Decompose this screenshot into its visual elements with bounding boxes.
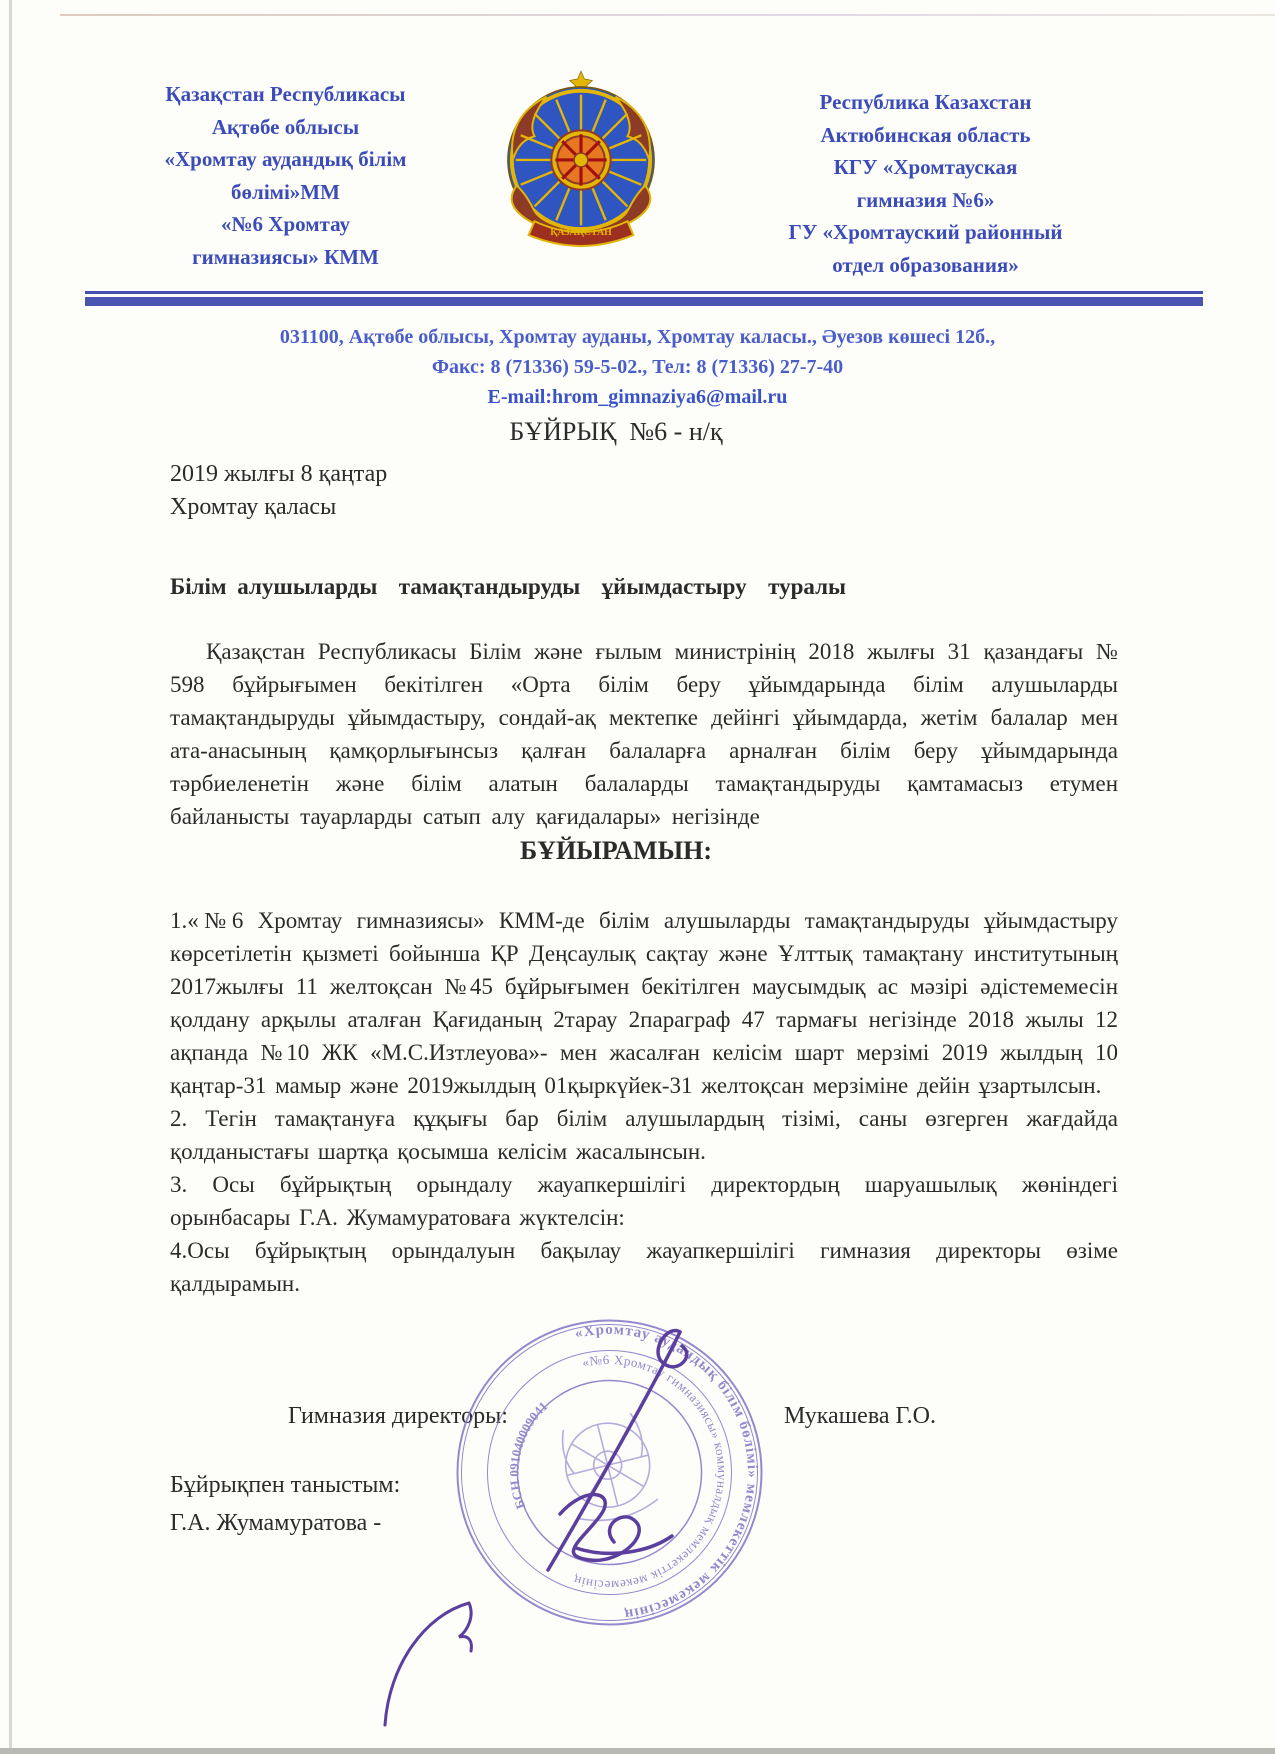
decree-word: БҰЙЫРАМЫН: — [519, 836, 712, 865]
org-kk-line: гимназиясы» КММ — [192, 244, 379, 269]
ack-label: Бұйрықпен таныстым: — [170, 1472, 401, 1498]
acknowledgement-signature-stroke — [365, 1585, 495, 1735]
org-kk-line: «Хромтау аудандық білім — [164, 147, 407, 172]
scan-edge-left — [9, 0, 12, 1754]
scan-edge-bottom — [0, 1748, 1275, 1754]
order-date: 2019 жылғы 8 қаңтар — [170, 461, 388, 487]
org-kk-line: Ақтөбе облысы — [211, 114, 360, 139]
director-signature-stroke — [530, 1318, 710, 1588]
stamp-id-text: БСН 091040009041 — [506, 1398, 551, 1512]
order-title: БҰЙРЫҚ №6 - н/қ — [509, 417, 723, 446]
org-ru-line: гимназия №6» — [856, 187, 995, 212]
org-kk-line: «№6 Хромтау — [220, 212, 351, 237]
org-ru-line: ГУ «Хромтауский районный — [788, 220, 1063, 245]
order-subject: Білім алушыларды тамақтандыруды ұйымдастыру туралы — [170, 574, 846, 599]
org-ru-line: Актюбинская область — [820, 122, 1031, 147]
ack-name: Г.А. Жумамуратова - — [170, 1510, 382, 1536]
order-item-3: 3. Осы бұйрықтың орындалу жауапкершілігі директордың шаруашылық жөніндегі орынбасары Г.А. Жумамуратоваға жүктелсін: — [170, 1172, 1118, 1230]
org-ru-line: отдел образования» — [832, 252, 1019, 277]
director-name: Мукашева Г.О. — [784, 1403, 936, 1429]
order-city: Хромтау қаласы — [170, 494, 337, 520]
fax-phone: Факс: 8 (71336) 59-5-02., Тел: 8 (71336) 27-7-40 — [431, 356, 844, 378]
scan-edge-top — [60, 14, 1275, 16]
org-kk-line: бөлімі»ММ — [231, 179, 340, 204]
order-item-1: 1.«№6 Хромтау гимназиясы» КММ-де білім алушыларды тамақтандыруды ұйымдастыру көрсетілетін қызметі бойынша ҚР Деңсаулық сақтау және Ұлттық тамақтану институтының 2017жылғы 11 желтоқсан №45 бұйрығымен бекітілген маусымдық ас мәзірі әдістемемесін қолдану арқылы аталған Қағиданың 2тарау 2параграф 47 тармағы негізінде 2018 жылы 12 ақпанда №10 ЖК «М.С.Изтлеуова»- мен жасалған келісім шарт мерзімі 2019 жылдың 10 қаңтар-31 мамыр және 2019жылдың 01қыркүйек-31 желтоқсан мерзіміне дейін ұзартылсын. — [170, 908, 1118, 1098]
org-kk-line: Қазақстан Республикасы — [165, 82, 406, 106]
org-ru-line: Республика Казахстан — [819, 90, 1032, 114]
stamp-inner-ring-text: «№6 Хромтау гимназиясы» коммуналдық мемлекеттік мекемесінің — [571, 1351, 731, 1594]
org-ru-line: КГУ «Хромтауская — [833, 155, 1018, 180]
director-label: Гимназия директоры: — [288, 1403, 508, 1429]
emblem-banner-text: ҚАЗАҚСТАН — [550, 227, 612, 239]
order-item-2: 2. Тегін тамақтануға құқығы бар білім алушылардың тізімі, саны өзгерген жағдайда қолданыстағы шартқа қосымша келісім жасалынсын. — [170, 1106, 1118, 1164]
header-divider-rule — [85, 291, 1203, 306]
stamp-outer-ring-text: «Хромтау аудандық білім бөлімі» мемлекеттік мекемесінің — [573, 1321, 760, 1623]
postal-address: 031100, Ақтөбе облысы, Хромтау ауданы, Хромтау каласы., Әуезов көшесі 12б., — [279, 326, 996, 348]
order-item-4: 4.Осы бұйрықтың орындалуын бақылау жауапкершілігі гимназия директоры өзіме қалдырамын. — [170, 1238, 1118, 1296]
org-name-russian — [693, 86, 1158, 281]
org-name-kazakh — [88, 78, 483, 273]
kazakhstan-coat-of-arms-icon — [497, 68, 665, 248]
email: E-mail:hrom_gimnaziya6@mail.ru — [487, 386, 788, 408]
order-preamble: Қазақстан Республикасы Білім және ғылым министрінің 2018 жылғы 31 қазандағы № 598 бұйрығымен бекітілген «Орта білім беру ұйымдарында білім алушыларды тамақтандыруды ұйымдастыру, сондай-ақ мектепке дейінгі ұйымдарда, жетім балалар мен ата-анасының қамқорлығынсыз қалған балаларға арналған білім беру ұйымдарында тәрбиеленетін және білім алатын балаларды тамақтандыруды қамтамасыз етумен байланысты тауарларды сатып алу қағидалары» негізінде — [170, 639, 1118, 829]
contact-block — [0, 322, 1275, 412]
